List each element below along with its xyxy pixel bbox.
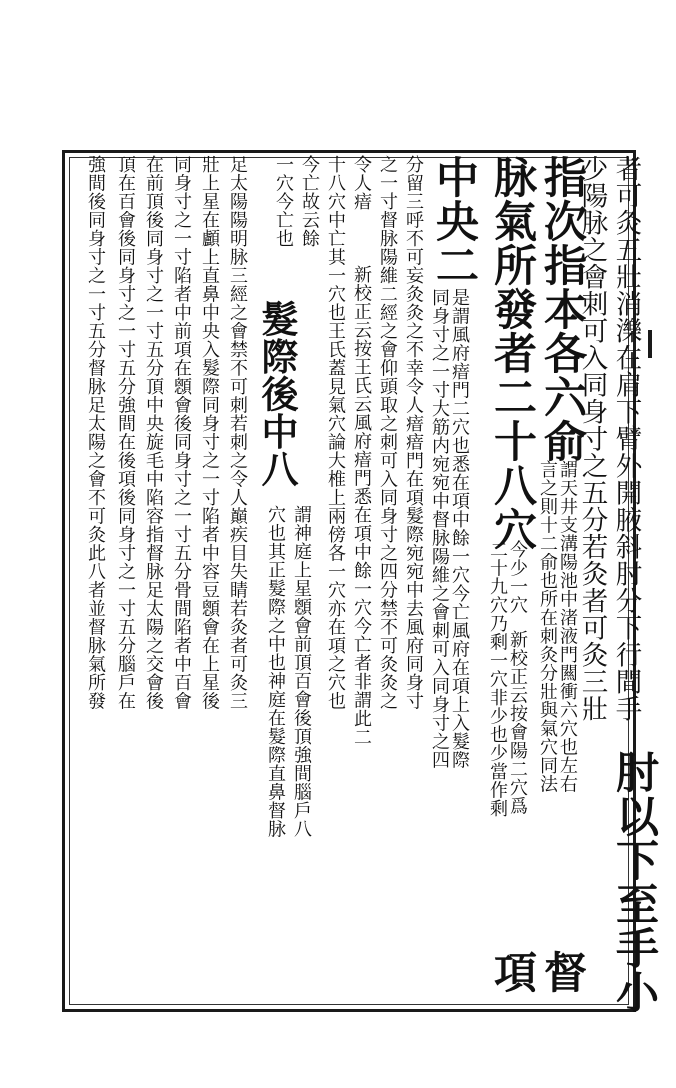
note-column-2: 言之則十二俞也所在刺灸分壯與氣穴同法 [537, 460, 558, 793]
heading-du: 督 [537, 950, 587, 994]
note-yi-xue: 一穴今亡也 [273, 155, 294, 248]
body-column-1: 足太陽陽明脉三經之會禁不可刺若刺之令人巔疾目失睛若灸者可灸三 [227, 155, 248, 710]
note-yin-men-2: 之一寸督脉陽維二經之會仰頭取之刺可入同身寸之四分禁不可灸灸之 [377, 155, 398, 710]
note-missing-one: 今少一穴 [507, 540, 528, 614]
note-jin-wang: 今亡故云餘 [299, 155, 320, 248]
note-shen-ting-1: 謂神庭上星顖會前頂百會後頂強間腦戶八 [291, 505, 312, 838]
heading-xiang: 項 [487, 950, 537, 994]
heading-mai-qi: 脉氣所發者二十八穴 [487, 155, 537, 551]
note-remain-one: 二十九穴乃剩一穴非少也少當作剩 [487, 540, 508, 818]
note-yin-men-1: 分留三呼不可妄灸灸之不幸令人瘖瘖門在項髮際宛宛中去風府同身寸 [403, 155, 424, 710]
heading-fa-ji: 髮際後中八 [255, 300, 299, 488]
body-column-3: 同身寸之一寸陷者中前項在顖會後同身寸之一寸五分骨間陷者中百會 [171, 155, 192, 710]
text-column-2: 少陽脉之會刺可入同身寸之五分若灸者可灸三壯 [576, 155, 608, 722]
note-shen-ting-2: 穴也其正髮際之中也神庭在髮際直鼻督脉 [265, 505, 286, 838]
note-xin-jiao-2b: 十八穴中亡其一穴也王氏蓋見氣穴論大椎上兩傍各一穴亦在項之穴也 [325, 155, 346, 710]
body-column-4: 在前頂後同身寸之一寸五分頂中央旋毛中陷容指督脉足太陽之交會後 [143, 155, 164, 710]
note-xin-jiao-2a: 新校正云按王氏云風府瘖門悉在項中餘一穴今亡者非謂此二 [351, 265, 372, 746]
note-xin-jiao-zheng: 新校正云按會陽二穴爲 [507, 630, 528, 815]
note-column-1: 謂天井支溝陽池中渚液門闗衝六穴也左右 [557, 460, 578, 793]
note-feng-fu-2: 同身寸之一寸大筋内宛宛中督脉陽維之會刺可入同身寸之四 [429, 288, 450, 769]
body-column-5: 頂在百會後同身寸之一寸五分強間在後項後同身寸之一寸五分腦戶在 [115, 155, 136, 710]
heading-zhou-yi-xia: 肘以下至手小 [609, 750, 659, 1014]
heading-zhi-ci-zhi: 指次指本各六俞 [537, 155, 587, 463]
note-ling-ren-yin: 令人瘖 [351, 155, 372, 211]
body-column-2: 壯上星在顱上直鼻中央入髮際同身寸之一寸陷者中容豆顖會在上星後 [199, 155, 220, 710]
body-column-6: 強間後同身寸之一寸五分督脉足太陽之會不可灸此八者並督脉氣所發 [85, 155, 106, 710]
text-column-1: 者可灸五壯消濼在肩下臂外開腋斜肘分下行間手 [610, 155, 642, 722]
note-feng-fu-1: 是謂風府瘖門二穴也悉在項中餘一穴今亡風府在項上入髮際 [449, 288, 470, 769]
heading-zhong-yang: 中央二 [429, 155, 479, 287]
fold-edge-mark [648, 330, 652, 358]
